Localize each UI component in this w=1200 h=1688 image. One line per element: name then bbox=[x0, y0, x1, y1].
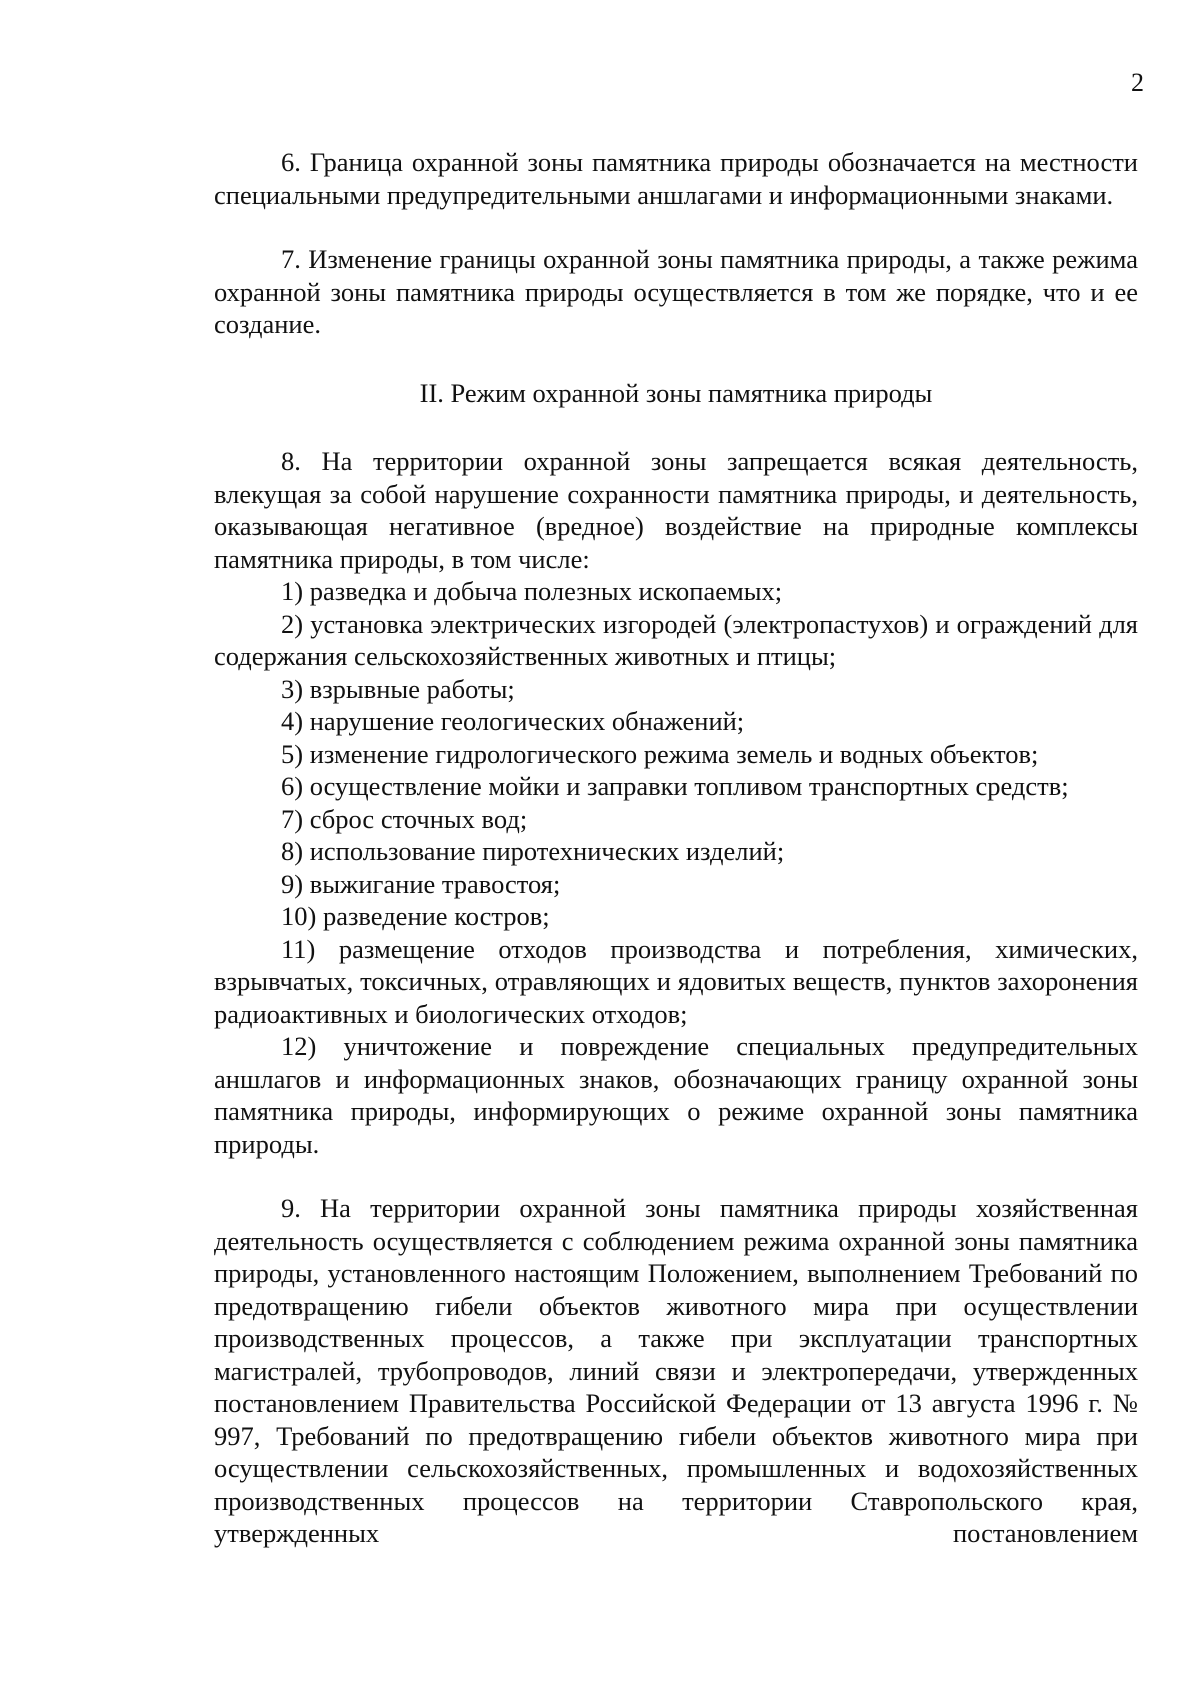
list-item-1: 1) разведка и добыча полезных ископаемых; bbox=[281, 576, 783, 606]
list-item-8: 8) использование пиротехнических изделий; bbox=[281, 836, 785, 866]
paragraph-7: 7. Изменение границы охранной зоны памятника природы, а также режима охранной зоны памятника природы осуществляется в том же порядке, что и ее создание. bbox=[214, 244, 1138, 339]
section-heading: II. Режим охранной зоны памятника природы bbox=[419, 377, 933, 408]
list-item-6: 6) осуществление мойки и заправки топливом транспортных средств; bbox=[281, 771, 1069, 801]
list-item-2: 2) установка электрических изгородей (электропастухов) и ограждений для содержания сельскохозяйственных животных и птицы; bbox=[214, 608, 1138, 671]
page-number: 2 bbox=[1131, 68, 1144, 97]
list-item-10: 10) разведение костров; bbox=[281, 901, 550, 931]
paragraph-8-intro: 8. На территории охранной зоны запрещается всякая деятельность, влекущая за собой нарушение сохранности памятника природы, и деятельность, оказывающая негативное (вредное) воздействие на природные комплексы памятника природы, в том числе: bbox=[214, 446, 1138, 574]
list-item-3: 3) взрывные работы; bbox=[281, 673, 515, 704]
list-item-12: 12) уничтожение и повреждение специальных предупредительных аншлагов и информационных знаков, обозначающих границу охранной зоны памятника природы, информирующих о режиме охранной зоны памятника природы. bbox=[214, 1031, 1138, 1159]
list-item-11: 11) размещение отходов производства и потребления, химических, взрывчатых, токсичных, отравляющих и ядовитых веществ, пунктов захоронения радиоактивных и биологических отходов; bbox=[214, 933, 1138, 1029]
document-body bbox=[214, 146, 1138, 1550]
list-item-4: 4) нарушение геологических обнажений; bbox=[281, 706, 745, 736]
paragraph-9: 9. На территории охранной зоны памятника природы хозяйственная деятельность осуществляется с соблюдением режима охранной зоны памятника природы, установленного настоящим Положением, выполнением Требований по предотвращению гибели объектов животного мира при осуществлении производственных процессов, а также при эксплуатации транспортных магистралей, трубопроводов, линий связи и электропередачи, утвержденных постановлением Правительства Российской Федерации от 13 августа 1996 г. № 997, Требований по предотвращению гибели объектов животного мира при осуществлении сельскохозяйственных, промышленных и водохозяйственных производственных процессов на территории Ставропольского края, утвержденных постановлением bbox=[214, 1193, 1138, 1548]
paragraph-6: 6. Граница охранной зоны памятника природы обозначается на местности специальными предупредительными аншлагами и информационными знаками. bbox=[214, 147, 1138, 210]
list-item-5: 5) изменение гидрологического режима земель и водных объектов; bbox=[281, 738, 1039, 769]
list-item-9: 9) выжигание травостоя; bbox=[281, 868, 561, 899]
list-item-7: 7) сброс сточных вод; bbox=[281, 803, 528, 834]
